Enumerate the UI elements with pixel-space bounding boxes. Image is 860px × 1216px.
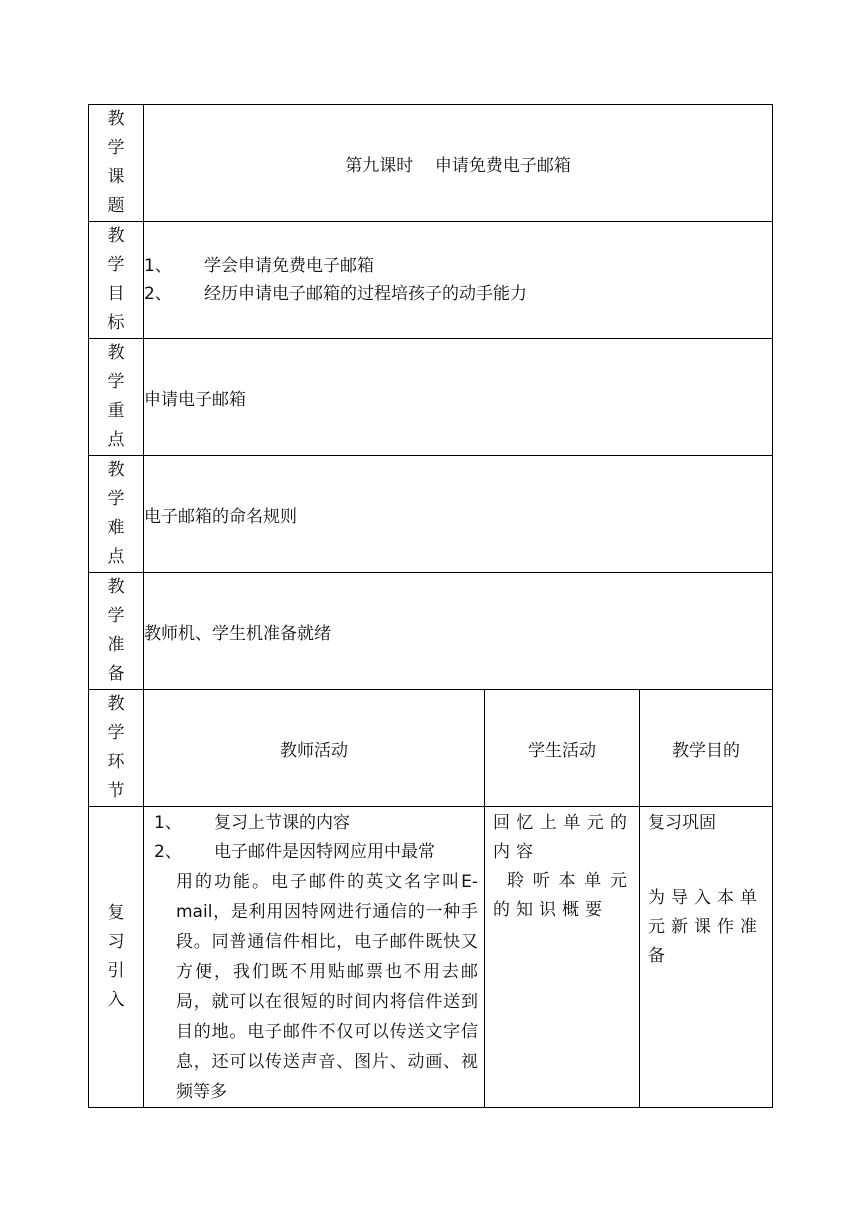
item-number: 2、 [154,842,182,862]
topic-row [89,105,773,222]
preparation-label [89,573,144,690]
label-char: 教 [107,460,125,480]
label-char: 环 [107,752,125,772]
label-char: 学 [107,606,125,626]
label-char: 准 [107,635,125,655]
difficulty-text: 电子邮箱的命名规则 [144,456,773,573]
key-point-row [89,339,773,456]
list-item [154,809,478,838]
item-number: 1、 [144,256,172,276]
purpose-1: 复习巩固 [648,813,716,833]
difficulty-label [89,456,144,573]
label-char: 标 [107,313,125,333]
label-char: 学 [107,489,125,509]
student-activity-header: 学生活动 [485,690,640,807]
list-item [154,838,478,867]
label-char: 题 [107,196,125,216]
label-char: 学 [107,138,125,158]
review-label [89,807,144,1108]
lesson-plan-table [88,104,773,1108]
teacher-activity-cell [144,807,485,1108]
objectives-content [144,222,773,339]
key-point-label [89,339,144,456]
label-char: 课 [107,167,125,187]
student-activity-2: 聆听本单元的知识概要 [493,871,633,920]
teacher-activity-header: 教师活动 [144,690,485,807]
item-text: 学会申请免费电子邮箱 [204,256,374,276]
list-item [144,252,772,280]
label-char: 教 [107,577,125,597]
preparation-text: 教师机、学生机准备就绪 [144,573,773,690]
label-char: 学 [107,255,125,275]
purpose-header: 教学目的 [640,690,773,807]
item-number: 1、 [154,813,182,833]
label-char: 入 [107,990,125,1010]
purpose-2: 为导入本单元新课作准备 [648,888,763,966]
list-item [144,280,772,308]
student-activity-1: 回忆上单元的内容 [493,813,633,862]
preparation-row [89,573,773,690]
lesson-title: 第九课时 申请免费电子邮箱 [144,105,773,222]
label-char: 目 [107,284,125,304]
item-text: 复习上节课的内容 [214,813,350,833]
label-char: 教 [107,226,125,246]
label-char: 教 [107,343,125,363]
key-point-text: 申请电子邮箱 [144,339,773,456]
purpose-cell [640,807,773,1108]
label-char: 学 [107,723,125,743]
label-char: 教 [107,109,125,129]
objectives-label [89,222,144,339]
label-char: 备 [107,664,125,684]
difficulty-row [89,456,773,573]
stage-label [89,690,144,807]
topic-label [89,105,144,222]
item-number: 2、 [144,284,172,304]
teacher-paragraph: 用的功能。电子邮件的英文名字叫E-mail，是利用因特网进行通信的一种手段。同普通信件相比，电子邮件既快又方便，我们既不用贴邮票也不用去邮局，就可以在很短的时间内将信件送到目的地。电子邮件不仅可以传送文字信息，还可以传送声音、图片、动画、视频等多 [176,872,478,1102]
item-text: 经历申请电子邮箱的过程培孩子的动手能力 [204,284,527,304]
label-char: 学 [107,372,125,392]
label-char: 引 [107,961,125,981]
review-row [89,807,773,1108]
label-char: 难 [107,518,125,538]
item-text: 电子邮件是因特网应用中最常 [214,842,435,862]
label-char: 节 [107,781,125,801]
student-activity-cell [485,807,640,1108]
label-char: 点 [107,430,125,450]
label-char: 习 [107,932,125,952]
label-char: 复 [107,903,125,923]
label-char: 点 [107,547,125,567]
header-row [89,690,773,807]
label-char: 重 [107,401,125,421]
label-char: 教 [107,694,125,714]
objectives-row [89,222,773,339]
